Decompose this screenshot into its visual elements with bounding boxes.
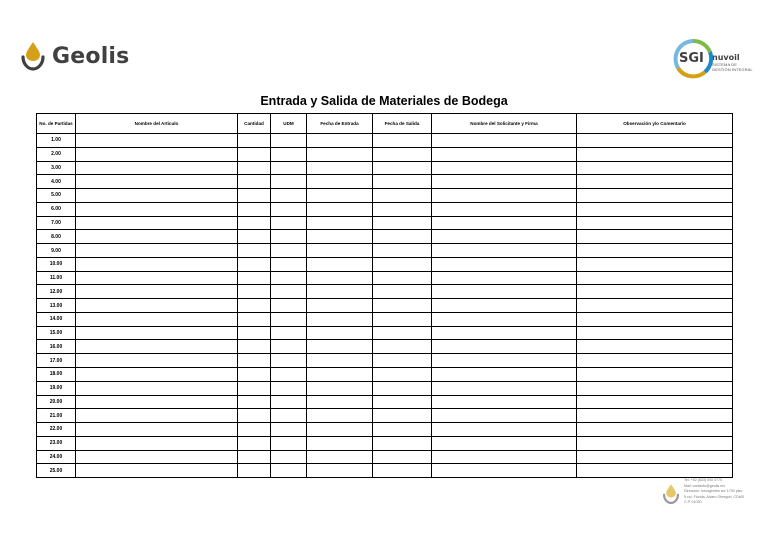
cell-udm[interactable] [271, 450, 307, 464]
geolis-logo [20, 40, 129, 72]
cell-articulo[interactable] [76, 230, 238, 244]
cell-udm[interactable] [271, 409, 307, 423]
cell-udm[interactable] [271, 312, 307, 326]
cell-fecha-salida[interactable] [373, 381, 432, 395]
cell-udm[interactable] [271, 436, 307, 450]
cell-fecha-salida[interactable] [373, 464, 432, 478]
cell-udm[interactable] [271, 257, 307, 271]
cell-partida: 14.00 [37, 312, 76, 326]
cell-fecha-entrada[interactable] [307, 340, 373, 354]
footer-line: C.P. 01030 [684, 500, 702, 505]
cell-cantidad[interactable] [238, 299, 271, 313]
sgi-subtitle-1: SISTEMA DE [712, 61, 738, 67]
cell-cantidad[interactable] [238, 202, 271, 216]
cell-fecha-entrada[interactable] [307, 244, 373, 258]
cell-fecha-entrada[interactable] [307, 395, 373, 409]
cell-cantidad[interactable] [238, 161, 271, 175]
cell-articulo[interactable] [76, 436, 238, 450]
table-row [37, 285, 733, 299]
table-row [37, 326, 733, 340]
cell-fecha-salida[interactable] [373, 354, 432, 368]
cell-fecha-entrada[interactable] [307, 464, 373, 478]
cell-observacion[interactable] [577, 189, 733, 203]
cell-cantidad[interactable] [238, 244, 271, 258]
table-row [37, 395, 733, 409]
table-row [37, 299, 733, 313]
cell-cantidad[interactable] [238, 271, 271, 285]
cell-fecha-entrada[interactable] [307, 161, 373, 175]
cell-solicitante[interactable] [432, 368, 577, 382]
cell-articulo[interactable] [76, 354, 238, 368]
cell-articulo[interactable] [76, 368, 238, 382]
col-header-observacion: Observación y/o Comentario [577, 114, 733, 134]
cell-observacion[interactable] [577, 161, 733, 175]
cell-articulo[interactable] [76, 326, 238, 340]
cell-fecha-salida[interactable] [373, 395, 432, 409]
cell-udm[interactable] [271, 395, 307, 409]
cell-observacion[interactable] [577, 230, 733, 244]
table-row [37, 257, 733, 271]
cell-udm[interactable] [271, 271, 307, 285]
table-row [37, 436, 733, 450]
col-header-udm: UDM [271, 114, 307, 134]
sgi-subtitle-2: GESTIÓN INTEGRAL [712, 66, 753, 72]
cell-fecha-entrada[interactable] [307, 368, 373, 382]
sgi-ring-icon [672, 38, 714, 80]
cell-articulo[interactable] [76, 147, 238, 161]
footer-line: Tel. +52 (833) 000 0770 [684, 478, 723, 482]
cell-udm[interactable] [271, 326, 307, 340]
cell-observacion[interactable] [577, 257, 733, 271]
cell-fecha-entrada[interactable] [307, 436, 373, 450]
cell-articulo[interactable] [76, 423, 238, 437]
cell-cantidad[interactable] [238, 395, 271, 409]
cell-articulo[interactable] [76, 381, 238, 395]
cell-observacion[interactable] [577, 340, 733, 354]
cell-udm[interactable] [271, 216, 307, 230]
cell-fecha-salida[interactable] [373, 285, 432, 299]
cell-fecha-salida[interactable] [373, 161, 432, 175]
cell-cantidad[interactable] [238, 464, 271, 478]
cell-fecha-salida[interactable] [373, 147, 432, 161]
cell-observacion[interactable] [577, 134, 733, 148]
cell-fecha-salida[interactable] [373, 436, 432, 450]
table-row [37, 202, 733, 216]
table-row [37, 312, 733, 326]
cell-observacion[interactable] [577, 368, 733, 382]
cell-articulo[interactable] [76, 189, 238, 203]
cell-partida: 18.00 [37, 368, 76, 382]
cell-fecha-salida[interactable] [373, 216, 432, 230]
cell-articulo[interactable] [76, 271, 238, 285]
cell-solicitante[interactable] [432, 230, 577, 244]
cell-cantidad[interactable] [238, 257, 271, 271]
cell-articulo[interactable] [76, 285, 238, 299]
cell-articulo[interactable] [76, 216, 238, 230]
cell-fecha-entrada[interactable] [307, 450, 373, 464]
table-row [37, 134, 733, 148]
cell-udm[interactable] [271, 202, 307, 216]
cell-udm[interactable] [271, 161, 307, 175]
cell-fecha-salida[interactable] [373, 368, 432, 382]
table-row [37, 354, 733, 368]
cell-fecha-salida[interactable] [373, 230, 432, 244]
cell-observacion[interactable] [577, 312, 733, 326]
cell-solicitante[interactable] [432, 299, 577, 313]
cell-partida: 20.00 [37, 395, 76, 409]
table-row [37, 464, 733, 478]
cell-fecha-entrada[interactable] [307, 257, 373, 271]
table-row [37, 175, 733, 189]
cell-fecha-entrada[interactable] [307, 134, 373, 148]
cell-articulo[interactable] [76, 244, 238, 258]
cell-observacion[interactable] [577, 450, 733, 464]
cell-solicitante[interactable] [432, 147, 577, 161]
cell-fecha-entrada[interactable] [307, 230, 373, 244]
table-row [37, 189, 733, 203]
cell-udm[interactable] [271, 285, 307, 299]
cell-udm[interactable] [271, 230, 307, 244]
cell-partida: 6.00 [37, 202, 76, 216]
cell-cantidad[interactable] [238, 312, 271, 326]
cell-cantidad[interactable] [238, 134, 271, 148]
cell-cantidad[interactable] [238, 436, 271, 450]
cell-partida: 11.00 [37, 271, 76, 285]
cell-partida: 12.00 [37, 285, 76, 299]
table-row [37, 161, 733, 175]
table-row [37, 244, 733, 258]
cell-solicitante[interactable] [432, 450, 577, 464]
cell-cantidad[interactable] [238, 230, 271, 244]
cell-udm[interactable] [271, 464, 307, 478]
cell-fecha-salida[interactable] [373, 175, 432, 189]
cell-fecha-entrada[interactable] [307, 285, 373, 299]
cell-fecha-entrada[interactable] [307, 202, 373, 216]
cell-cantidad[interactable] [238, 450, 271, 464]
cell-observacion[interactable] [577, 202, 733, 216]
cell-partida: 15.00 [37, 326, 76, 340]
cell-fecha-salida[interactable] [373, 299, 432, 313]
cell-observacion[interactable] [577, 244, 733, 258]
cell-articulo[interactable] [76, 134, 238, 148]
table-row [37, 340, 733, 354]
cell-fecha-entrada[interactable] [307, 271, 373, 285]
sgi-nuvoil-logo [672, 38, 753, 80]
cell-observacion[interactable] [577, 271, 733, 285]
cell-cantidad[interactable] [238, 285, 271, 299]
table-row [37, 368, 733, 382]
sgi-text: SGI [679, 51, 704, 66]
cell-solicitante[interactable] [432, 312, 577, 326]
footer-line: Dirección: Insurgentes sur 1700 piso [684, 489, 743, 494]
cell-partida: 16.00 [37, 340, 76, 354]
cell-solicitante[interactable] [432, 436, 577, 450]
cell-partida: 5.00 [37, 189, 76, 203]
cell-cantidad[interactable] [238, 189, 271, 203]
col-header-fecha-entrada: Fecha de Entrada [307, 114, 373, 134]
drop-icon [20, 40, 46, 72]
cell-fecha-entrada[interactable] [307, 175, 373, 189]
cell-observacion[interactable] [577, 436, 733, 450]
cell-solicitante[interactable] [432, 285, 577, 299]
cell-solicitante[interactable] [432, 464, 577, 478]
cell-fecha-entrada[interactable] [307, 312, 373, 326]
cell-fecha-salida[interactable] [373, 312, 432, 326]
cell-udm[interactable] [271, 368, 307, 382]
cell-partida: 7.00 [37, 216, 76, 230]
cell-solicitante[interactable] [432, 202, 577, 216]
cell-partida: 8.00 [37, 230, 76, 244]
cell-observacion[interactable] [577, 354, 733, 368]
table-row [37, 271, 733, 285]
cell-partida: 25.00 [37, 464, 76, 478]
cell-partida: 3.00 [37, 161, 76, 175]
cell-udm[interactable] [271, 147, 307, 161]
cell-articulo[interactable] [76, 202, 238, 216]
cell-articulo[interactable] [76, 409, 238, 423]
table-row [37, 216, 733, 230]
table-row [37, 381, 733, 395]
cell-fecha-salida[interactable] [373, 409, 432, 423]
cell-udm[interactable] [271, 354, 307, 368]
cell-fecha-salida[interactable] [373, 326, 432, 340]
cell-fecha-entrada[interactable] [307, 409, 373, 423]
cell-udm[interactable] [271, 189, 307, 203]
cell-solicitante[interactable] [432, 216, 577, 230]
cell-articulo[interactable] [76, 464, 238, 478]
cell-cantidad[interactable] [238, 381, 271, 395]
cell-partida: 21.00 [37, 409, 76, 423]
cell-udm[interactable] [271, 299, 307, 313]
cell-solicitante[interactable] [432, 244, 577, 258]
nuvoil-text: nuvoil [712, 52, 740, 62]
table-header-row [37, 114, 733, 134]
cell-observacion[interactable] [577, 409, 733, 423]
col-header-cantidad: Cantidad [238, 114, 271, 134]
cell-fecha-entrada[interactable] [307, 354, 373, 368]
cell-solicitante[interactable] [432, 189, 577, 203]
cell-observacion[interactable] [577, 423, 733, 437]
geolis-brand-text: Geolis [52, 43, 130, 69]
cell-fecha-salida[interactable] [373, 340, 432, 354]
table-row [37, 423, 733, 437]
cell-partida: 24.00 [37, 450, 76, 464]
document-title: Entrada y Salida de Materiales de Bodega [260, 94, 508, 108]
cell-cantidad[interactable] [238, 409, 271, 423]
cell-cantidad[interactable] [238, 423, 271, 437]
cell-observacion[interactable] [577, 216, 733, 230]
cell-articulo[interactable] [76, 395, 238, 409]
cell-fecha-entrada[interactable] [307, 147, 373, 161]
cell-cantidad[interactable] [238, 147, 271, 161]
materials-table [36, 113, 733, 478]
col-header-partidas: No. de Partidas [37, 114, 76, 134]
cell-fecha-entrada[interactable] [307, 423, 373, 437]
cell-solicitante[interactable] [432, 395, 577, 409]
cell-solicitante[interactable] [432, 161, 577, 175]
cell-solicitante[interactable] [432, 175, 577, 189]
cell-partida: 13.00 [37, 299, 76, 313]
cell-udm[interactable] [271, 423, 307, 437]
cell-solicitante[interactable] [432, 340, 577, 354]
cell-partida: 2.00 [37, 147, 76, 161]
cell-solicitante[interactable] [432, 354, 577, 368]
table-row [37, 230, 733, 244]
cell-articulo[interactable] [76, 312, 238, 326]
cell-fecha-salida[interactable] [373, 423, 432, 437]
footer-drop-icon [662, 482, 680, 506]
cell-solicitante[interactable] [432, 423, 577, 437]
cell-udm[interactable] [271, 134, 307, 148]
cell-partida: 22.00 [37, 423, 76, 437]
cell-cantidad[interactable] [238, 216, 271, 230]
cell-cantidad[interactable] [238, 326, 271, 340]
cell-fecha-salida[interactable] [373, 450, 432, 464]
cell-observacion[interactable] [577, 285, 733, 299]
col-header-fecha-salida: Fecha de Salida [373, 114, 432, 134]
cell-solicitante[interactable] [432, 134, 577, 148]
cell-solicitante[interactable] [432, 271, 577, 285]
cell-fecha-salida[interactable] [373, 244, 432, 258]
cell-udm[interactable] [271, 175, 307, 189]
cell-partida: 10.00 [37, 257, 76, 271]
cell-fecha-salida[interactable] [373, 257, 432, 271]
cell-observacion[interactable] [577, 326, 733, 340]
cell-observacion[interactable] [577, 395, 733, 409]
cell-observacion[interactable] [577, 464, 733, 478]
cell-cantidad[interactable] [238, 340, 271, 354]
cell-observacion[interactable] [577, 175, 733, 189]
cell-partida: 1.00 [37, 134, 76, 148]
cell-partida: 9.00 [37, 244, 76, 258]
cell-partida: 17.00 [37, 354, 76, 368]
cell-fecha-salida[interactable] [373, 134, 432, 148]
cell-fecha-entrada[interactable] [307, 381, 373, 395]
cell-solicitante[interactable] [432, 409, 577, 423]
cell-fecha-salida[interactable] [373, 189, 432, 203]
cell-observacion[interactable] [577, 299, 733, 313]
cell-articulo[interactable] [76, 299, 238, 313]
cell-cantidad[interactable] [238, 368, 271, 382]
cell-observacion[interactable] [577, 147, 733, 161]
cell-partida: 19.00 [37, 381, 76, 395]
footer-contact [662, 478, 744, 506]
footer-line: 5 col. Florida, Alvaro Obregón, CDMX [684, 494, 745, 499]
col-header-articulo: Nombre del Articulo [76, 114, 238, 134]
cell-articulo[interactable] [76, 257, 238, 271]
cell-partida: 4.00 [37, 175, 76, 189]
cell-articulo[interactable] [76, 450, 238, 464]
cell-fecha-salida[interactable] [373, 202, 432, 216]
cell-observacion[interactable] [577, 381, 733, 395]
cell-solicitante[interactable] [432, 326, 577, 340]
table-row [37, 147, 733, 161]
col-header-solicitante: Nombre del Solicitante y Firma [432, 114, 577, 134]
cell-udm[interactable] [271, 381, 307, 395]
cell-fecha-salida[interactable] [373, 271, 432, 285]
cell-solicitante[interactable] [432, 381, 577, 395]
cell-solicitante[interactable] [432, 257, 577, 271]
cell-articulo[interactable] [76, 340, 238, 354]
cell-cantidad[interactable] [238, 354, 271, 368]
cell-fecha-entrada[interactable] [307, 299, 373, 313]
cell-udm[interactable] [271, 340, 307, 354]
cell-fecha-entrada[interactable] [307, 189, 373, 203]
footer-line: Mail: contacto@geolis.mx [684, 483, 725, 488]
cell-fecha-entrada[interactable] [307, 216, 373, 230]
cell-articulo[interactable] [76, 175, 238, 189]
cell-cantidad[interactable] [238, 175, 271, 189]
cell-partida: 23.00 [37, 436, 76, 450]
cell-articulo[interactable] [76, 161, 238, 175]
table-row [37, 450, 733, 464]
cell-fecha-entrada[interactable] [307, 326, 373, 340]
table-row [37, 409, 733, 423]
cell-udm[interactable] [271, 244, 307, 258]
